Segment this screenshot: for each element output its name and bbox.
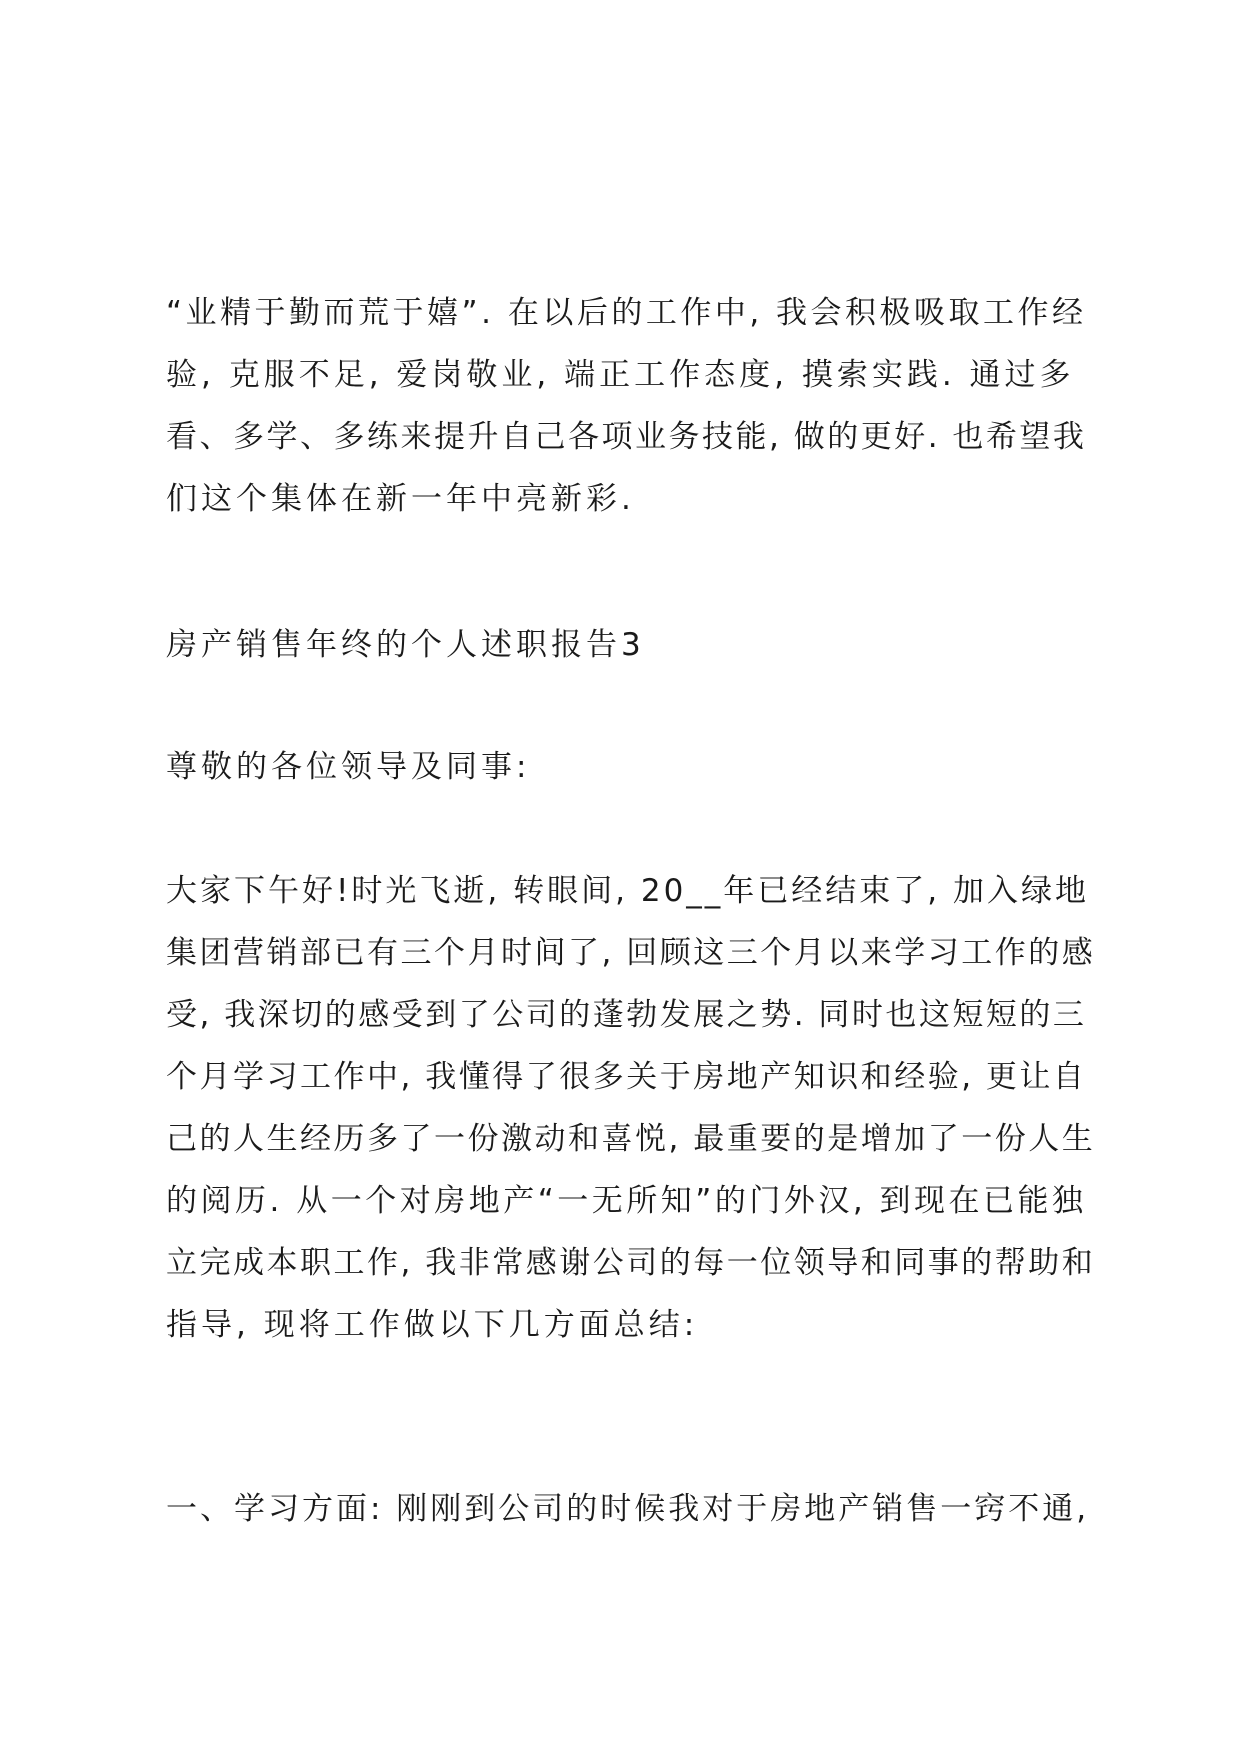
text-line: 的阅历. 从一个对房地产“一无所知”的门外汉, 到现在已能独 xyxy=(166,1183,1087,1219)
text-line: 己的人生经历多了一份激动和喜悦, 最重要的是增加了一份人生 xyxy=(166,1121,1096,1157)
salutation xyxy=(166,736,1096,798)
text-line: 们这个集体在新一年中亮新彩. xyxy=(166,481,635,517)
report-heading xyxy=(166,614,1096,676)
text-line: 受, 我深切的感受到了公司的蓬勃发展之势. 同时也这短短的三 xyxy=(166,997,1087,1033)
text-line: 验, 克服不足, 爱岗敬业, 端正工作态度, 摸索实践. 通过多 xyxy=(166,357,1075,393)
text-line: 指导, 现将工作做以下几方面总结: xyxy=(166,1307,699,1343)
salutation-text: 尊敬的各位领导及同事: xyxy=(166,749,531,785)
paragraph-continuation xyxy=(166,282,1096,530)
text-line: 看、多学、多练来提升自己各项业务技能, 做的更好. 也希望我 xyxy=(166,419,1087,455)
text-line: 一、学习方面: 刚刚到公司的时候我对于房地产销售一窍不通, xyxy=(166,1491,1090,1527)
paragraph-intro xyxy=(166,860,1096,1356)
text-line: 立完成本职工作, 我非常感谢公司的每一位领导和同事的帮助和 xyxy=(166,1245,1096,1281)
heading-text: 房产销售年终的个人述职报告3 xyxy=(166,627,645,663)
paragraph-section-one xyxy=(166,1478,1096,1540)
text-line: 集团营销部已有三个月时间了, 回顾这三个月以来学习工作的感 xyxy=(166,935,1096,971)
text-line: “业精于勤而荒于嬉”. 在以后的工作中, 我会积极吸取工作经 xyxy=(166,295,1087,331)
text-line: 大家下午好!时光飞逝, 转眼间, 20__年已经结束了, 加入绿地 xyxy=(166,873,1089,909)
text-line: 个月学习工作中, 我懂得了很多关于房地产知识和经验, 更让自 xyxy=(166,1059,1087,1095)
